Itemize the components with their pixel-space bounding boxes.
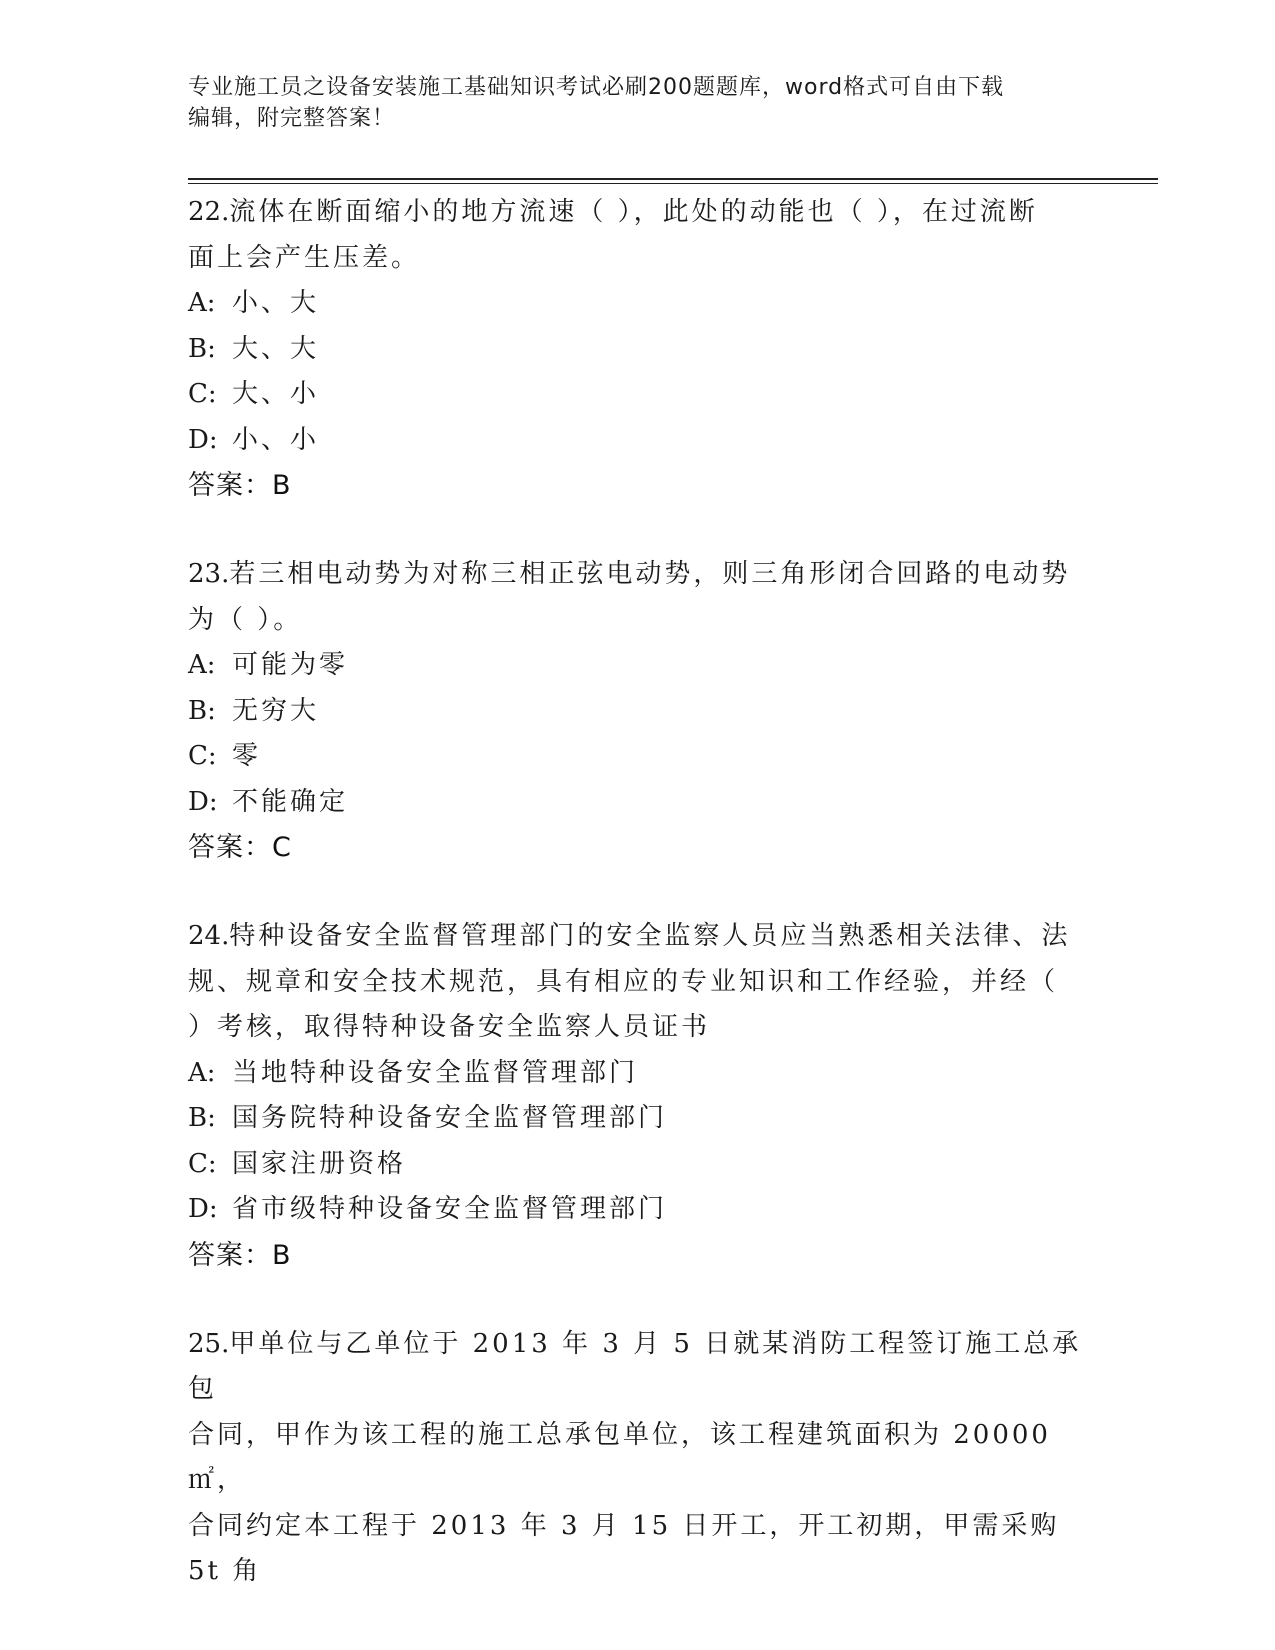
option-text: 无穷大	[232, 695, 320, 726]
question-list	[188, 190, 1088, 1639]
option-letter: A:	[188, 1057, 216, 1088]
option-letter: B:	[188, 695, 216, 726]
option-a	[188, 643, 1088, 689]
question-line: 为（ ）。	[188, 604, 303, 635]
option-text: 省市级特种设备安全监督管理部门	[232, 1194, 668, 1224]
question-line: 规、规章和安全技术规范，具有相应的专业知识和工作经验，并经（	[188, 966, 1059, 997]
question-line: 25.甲单位与乙单位于 2013 年 3 月 5 日就某消防工程签订施工总承包	[188, 1328, 1082, 1404]
option-b	[188, 327, 1088, 373]
question-text	[188, 190, 1088, 281]
option-text: 当地特种设备安全监督管理部门	[232, 1057, 639, 1088]
question-line: 22.流体在断面缩小的地方流速（ ），此处的动能也（ ），在过流断	[188, 197, 1038, 227]
option-d	[188, 1187, 1088, 1233]
option-letter: D:	[188, 424, 218, 455]
question-number: 22.	[188, 197, 230, 227]
question-number: 23.	[188, 559, 230, 589]
option-a	[188, 281, 1088, 327]
option-c	[188, 1142, 1088, 1188]
option-letter: D:	[188, 1194, 218, 1224]
option-text: 国家注册资格	[232, 1148, 407, 1179]
option-letter: C:	[188, 1148, 217, 1179]
option-letter: A:	[188, 288, 216, 318]
question-text	[188, 914, 1088, 1051]
option-letter: C:	[188, 379, 217, 409]
document-header	[188, 72, 1068, 134]
option-text: 不能确定	[232, 786, 349, 817]
header-line-2: 编辑，附完整答案！	[188, 106, 396, 131]
option-text: 小、小	[232, 424, 320, 455]
question-25	[188, 1322, 1088, 1595]
option-a	[188, 1051, 1088, 1097]
option-d	[188, 418, 1088, 464]
option-letter: D:	[188, 786, 218, 817]
header-line-1: 专业施工员之设备安装施工基础知识考试必刷200题题库，word格式可自由下载	[188, 75, 1005, 100]
option-c	[188, 372, 1088, 418]
question-23	[188, 552, 1088, 870]
question-line: 23.若三相电动势为对称三相正弦电动势，则三角形闭合回路的电动势	[188, 559, 1071, 589]
option-letter: B:	[188, 333, 216, 364]
option-b	[188, 689, 1088, 735]
option-text: 国务院特种设备安全监督管理部门	[232, 1103, 668, 1133]
question-line: 面上会产生压差。	[188, 242, 421, 273]
question-text	[188, 552, 1088, 643]
question-24	[188, 914, 1088, 1278]
option-text: 零	[232, 741, 262, 771]
header-divider-thick	[188, 178, 1158, 180]
option-text: 可能为零	[232, 650, 349, 680]
option-letter: A:	[188, 650, 216, 680]
question-number: 25.	[188, 1328, 230, 1359]
header-divider-thin	[188, 183, 1158, 184]
option-d	[188, 780, 1088, 826]
question-number: 24.	[188, 921, 230, 951]
option-b	[188, 1096, 1088, 1142]
question-line: 24.特种设备安全监督管理部门的安全监察人员应当熟悉相关法律、法	[188, 921, 1071, 951]
option-text: 大、大	[232, 333, 320, 364]
option-letter: B:	[188, 1103, 216, 1133]
question-line: 合同，甲作为该工程的施工总承包单位，该工程建筑面积为 20000㎡，	[188, 1419, 1051, 1495]
question-line: ）考核，取得特种设备安全监察人员证书	[188, 1012, 711, 1042]
option-c	[188, 734, 1088, 780]
question-line: 合同约定本工程于 2013 年 3 月 15 日开工，开工初期，甲需采购 5t 角	[188, 1510, 1060, 1586]
option-text: 小、大	[232, 288, 320, 318]
question-22	[188, 190, 1088, 508]
answer-label: 答案：B	[188, 470, 292, 501]
question-text	[188, 1322, 1088, 1595]
option-text: 大、小	[232, 379, 320, 409]
option-letter: C:	[188, 741, 217, 771]
answer-label: 答案：B	[188, 1239, 292, 1271]
answer-label: 答案：C	[188, 832, 292, 863]
